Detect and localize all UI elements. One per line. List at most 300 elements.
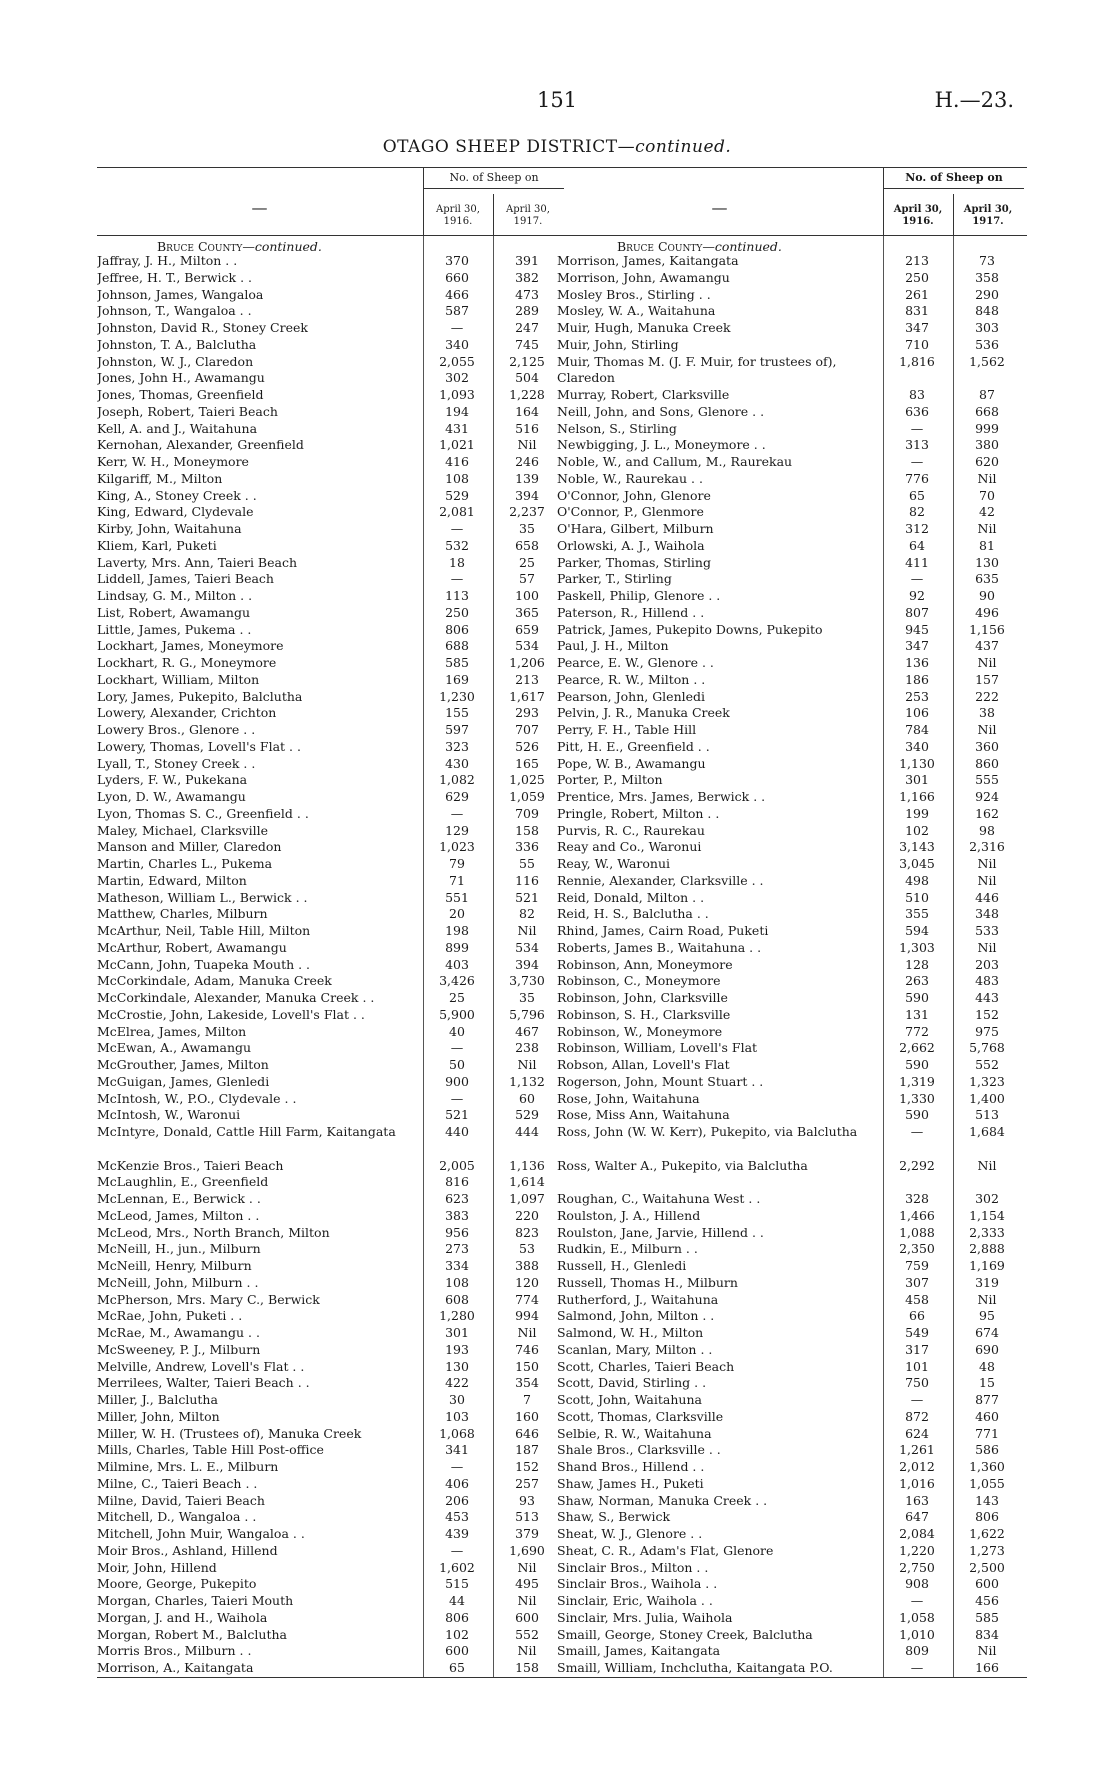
sheep-1917: 143 <box>975 1492 999 1508</box>
sheep-1916: 213 <box>905 253 929 268</box>
sheep-1916: 82 <box>909 504 925 520</box>
sheep-1917: Nil <box>517 923 537 938</box>
sheep-1917: 513 <box>515 1509 539 1525</box>
sheep-1916: 2,084 <box>899 1526 935 1541</box>
sheep-1916: 1,261 <box>899 1442 935 1458</box>
table-row <box>97 488 567 505</box>
table-row <box>97 1459 567 1476</box>
sheep-1916: 92 <box>909 588 925 603</box>
sheep-1917: 5,768 <box>969 1040 1005 1056</box>
sheep-1916: 956 <box>445 1224 469 1240</box>
owner-name: Reid, Donald, Milton . . <box>557 889 705 905</box>
owner-name: Jaffray, J. H., Milton . . <box>97 253 238 268</box>
table-row <box>97 320 567 337</box>
sheep-1917: 536 <box>975 336 999 352</box>
table-row <box>557 437 1027 454</box>
sheep-1916: — <box>910 1124 924 1139</box>
owner-name: Smaill, James, Kaitangata <box>557 1643 721 1659</box>
owner-name: Paterson, R., Hillend . . <box>557 604 705 620</box>
sheep-1917: Nil <box>517 1325 537 1340</box>
sheep-1916: 1,330 <box>899 1090 935 1106</box>
sheep-1916: 129 <box>445 822 469 838</box>
sheep-1916: 549 <box>905 1325 929 1340</box>
sheep-1917: Nil <box>517 437 537 453</box>
table-row <box>557 471 1027 488</box>
sheep-1917: 157 <box>975 671 999 687</box>
column-1916-header: April 30, 1916. <box>436 204 480 227</box>
owner-name: Shand Bros., Hillend . . <box>557 1459 705 1474</box>
sheep-1917: 93 <box>519 1492 535 1508</box>
sheep-1917: 516 <box>515 420 539 436</box>
owner-name: McGuigan, James, Glenledi <box>97 1073 270 1089</box>
sheep-1917: 35 <box>519 521 535 536</box>
sheep-1916: 590 <box>905 990 929 1005</box>
owner-name: O'Connor, John, Glenore <box>557 487 711 503</box>
sheep-1917: 1,323 <box>969 1073 1005 1089</box>
sheep-1916: 710 <box>905 336 929 352</box>
owner-name: Moir Bros., Ashland, Hillend <box>97 1542 278 1558</box>
sheep-1917: Nil <box>977 521 997 536</box>
sheep-1916: — <box>910 571 924 587</box>
table-row <box>557 622 1027 639</box>
sheep-1917: 90 <box>979 588 995 603</box>
owner-name: McSweeney, P. J., Milburn <box>97 1341 261 1357</box>
sheep-1917: 658 <box>515 537 539 553</box>
table-row <box>557 303 1027 320</box>
sheep-1917: 709 <box>515 805 539 821</box>
sheep-1916: 776 <box>905 470 929 486</box>
owner-name: Morgan, Charles, Taieri Mouth <box>97 1593 294 1608</box>
sheep-1916: 807 <box>905 604 929 620</box>
sheep-1916: 784 <box>905 722 929 737</box>
table-row <box>557 571 1027 588</box>
table-row <box>97 1174 567 1191</box>
sheep-1916: 945 <box>905 621 929 637</box>
sheep-1917: 1,136 <box>509 1157 545 1173</box>
sheep-1917: 2,500 <box>969 1559 1005 1575</box>
section-heading-continued: —continued. <box>242 239 322 254</box>
owner-name: McNeill, Henry, Milburn <box>97 1258 252 1273</box>
sheep-1917: Nil <box>977 1291 997 1307</box>
table-row <box>97 421 567 438</box>
owner-name: Morrison, James, Kaitangata <box>557 253 739 268</box>
table-row <box>97 1493 567 1510</box>
table-row <box>97 705 567 722</box>
table-row <box>97 1225 567 1242</box>
sheep-1917: 82 <box>519 906 535 922</box>
left-table-body <box>97 236 567 1678</box>
table-row <box>97 957 567 974</box>
sheep-1916: — <box>910 1660 924 1675</box>
owner-name: McLeod, James, Milton . . <box>97 1207 260 1223</box>
sheep-1916: 498 <box>905 872 929 888</box>
sheep-1916: 102 <box>905 822 929 838</box>
owner-name: Pringle, Robert, Milton . . <box>557 805 720 821</box>
table-row <box>557 873 1027 890</box>
sheep-1917: 437 <box>975 638 999 654</box>
sheep-1917: 238 <box>515 1040 539 1056</box>
sheep-1917: Nil <box>977 722 997 737</box>
table-row <box>557 1375 1027 1392</box>
sheep-1917: 100 <box>515 588 539 603</box>
sheep-1917: 771 <box>975 1425 999 1441</box>
page-number: 151 <box>536 88 578 112</box>
sheep-1917: 25 <box>519 554 535 570</box>
sheep-1916: 108 <box>445 470 469 486</box>
sheep-1917: Nil <box>517 1593 537 1608</box>
table-row <box>97 1024 567 1041</box>
table-row <box>97 789 567 806</box>
sheep-1916: 128 <box>905 956 929 972</box>
table-row <box>557 689 1027 706</box>
sheep-1917: 388 <box>515 1258 539 1273</box>
table-row <box>97 1241 567 1258</box>
sheep-1916: — <box>450 521 464 536</box>
sheep-1917: 534 <box>515 638 539 654</box>
sheep-1916: 510 <box>905 889 929 905</box>
right-table-header <box>557 167 1027 236</box>
table-row <box>557 923 1027 940</box>
owner-name: McIntosh, W., Waronui <box>97 1107 241 1123</box>
section-heading-label: Bruce County <box>157 239 243 254</box>
sheep-1917: 81 <box>979 537 995 553</box>
table-row <box>557 1576 1027 1593</box>
owner-name: Robinson, Ann, Moneymore <box>557 956 733 972</box>
table-row <box>97 1091 567 1108</box>
sheep-1916: 1,319 <box>899 1073 935 1089</box>
district-title <box>0 137 1114 157</box>
owner-name: Scott, Thomas, Clarksville <box>557 1408 724 1424</box>
sheep-1917: 746 <box>515 1341 539 1357</box>
sheep-1916: 529 <box>445 487 469 503</box>
sheep-1917: 165 <box>515 755 539 771</box>
sheep-1916: 186 <box>905 671 929 687</box>
sheep-1916: 1,088 <box>899 1224 935 1240</box>
owner-name: Lowery, Alexander, Crichton <box>97 705 277 721</box>
sheep-1916: 1,093 <box>439 387 475 402</box>
owner-name: McIntyre, Donald, Cattle Hill Farm, Kaitangata <box>97 1124 396 1139</box>
owner-name: Perry, F. H., Table Hill <box>557 722 697 737</box>
sheep-1917: Nil <box>977 939 997 955</box>
sheep-1916: 307 <box>905 1274 929 1290</box>
table-row <box>557 1442 1027 1459</box>
table-row <box>557 270 1027 287</box>
table-row <box>557 387 1027 404</box>
sheep-1916: 809 <box>905 1643 929 1659</box>
owner-name: Parker, Thomas, Stirling <box>557 554 711 570</box>
owner-name: O'Hara, Gilbert, Milburn <box>557 521 714 536</box>
sheep-1916: 1,021 <box>439 437 475 453</box>
owner-name: Morrison, John, Awamangu <box>557 269 730 285</box>
sheep-1917: 586 <box>975 1442 999 1458</box>
table-row <box>97 739 567 756</box>
sheep-1916: 624 <box>905 1425 929 1441</box>
sheep-1916: — <box>910 1593 924 1608</box>
table-row <box>97 856 567 873</box>
table-row <box>97 1057 567 1074</box>
sheep-1917: 1,690 <box>509 1542 545 1558</box>
table-row <box>557 588 1027 605</box>
sheep-1916: 2,750 <box>899 1559 935 1575</box>
sheep-1917: 635 <box>975 571 999 587</box>
owner-name: Smaill, George, Stoney Creek, Balclutha <box>557 1626 813 1642</box>
sheep-1917: 1,614 <box>509 1174 545 1190</box>
sheep-1917: 130 <box>975 554 999 570</box>
sheep-1916: 623 <box>445 1191 469 1206</box>
sheep-1916: 302 <box>445 370 469 386</box>
table-row <box>557 957 1027 974</box>
sheep-1917: 391 <box>515 253 539 268</box>
sheep-1917: 848 <box>975 303 999 319</box>
table-row <box>557 638 1027 655</box>
owner-name: Shaw, S., Berwick <box>557 1509 671 1525</box>
sheep-1917: 646 <box>515 1425 539 1441</box>
sheep-1916: 551 <box>445 889 469 905</box>
owner-name: Kilgariff, M., Milton <box>97 470 223 486</box>
sheep-1916: 328 <box>905 1191 929 1206</box>
owner-name: Lowery Bros., Glenore . . <box>97 722 256 737</box>
sheep-1916: 18 <box>449 554 465 570</box>
table-row <box>97 973 567 990</box>
owner-name: Kernohan, Alexander, Greenfield <box>97 437 304 453</box>
table-row <box>557 1107 1027 1124</box>
table-row <box>557 806 1027 823</box>
owner-name: Selbie, R. W., Waitahuna <box>557 1425 712 1441</box>
sheep-1917: Nil <box>977 1157 997 1173</box>
sheep-1916: 194 <box>445 403 469 419</box>
table-row <box>97 1643 567 1660</box>
owner-name: McCrostie, John, Lakeside, Lovell's Flat . . <box>97 1006 365 1022</box>
name-column-header: — <box>251 198 268 217</box>
table-row <box>557 655 1027 672</box>
sheep-1917: 48 <box>979 1358 995 1374</box>
owner-name: Reid, H. S., Balclutha . . <box>557 906 709 922</box>
owner-name: Johnson, T., Wangaloa . . <box>97 303 252 319</box>
table-row <box>97 1409 567 1426</box>
owner-name: McLeod, Mrs., North Branch, Milton <box>97 1224 330 1240</box>
table-row <box>97 772 567 789</box>
sheep-1916: 1,130 <box>899 755 935 771</box>
sheep-1917: 1,025 <box>509 772 545 788</box>
sheep-1917: 158 <box>515 822 539 838</box>
table-row <box>97 622 567 639</box>
sheep-1916: 1,010 <box>899 1626 935 1642</box>
table-row <box>97 1610 567 1627</box>
owner-name: Ross, Walter A., Pukepito, via Balclutha <box>557 1157 808 1173</box>
sheep-1917: 120 <box>515 1274 539 1290</box>
owner-name: Maley, Michael, Clarksville <box>97 822 269 838</box>
sheep-1917: 394 <box>515 487 539 503</box>
sheep-1917: 600 <box>515 1609 539 1625</box>
table-row <box>557 555 1027 572</box>
table-row <box>97 1660 567 1677</box>
sheep-1917: 860 <box>975 755 999 771</box>
sheep-1917: 533 <box>975 923 999 938</box>
sheep-1916: 453 <box>445 1509 469 1525</box>
sheep-1916: 301 <box>905 772 929 788</box>
sheep-count-group-header: No. of Sheep on <box>884 171 1024 189</box>
sheep-1917: 303 <box>975 320 999 335</box>
sheep-1917: 55 <box>519 856 535 871</box>
sheep-1917: 166 <box>975 1660 999 1675</box>
sheep-1917: 2,237 <box>509 504 545 520</box>
owner-name: Sinclair, Mrs. Julia, Waihola <box>557 1609 733 1625</box>
sheep-1917: 2,333 <box>969 1224 1005 1240</box>
table-row <box>97 1627 567 1644</box>
sheep-1916: 102 <box>445 1626 469 1642</box>
owner-name: Sheat, W. J., Glenore . . <box>557 1526 703 1541</box>
sheep-1917: 496 <box>975 604 999 620</box>
sheep-1916: — <box>910 454 924 469</box>
owner-name: Shale Bros., Clarksville . . <box>557 1442 721 1458</box>
table-row <box>557 287 1027 304</box>
sheep-1916: 312 <box>905 521 929 536</box>
owner-name: Mills, Charles, Table Hill Post-office <box>97 1442 324 1458</box>
page-header <box>0 88 1114 114</box>
sheep-1916: 600 <box>445 1643 469 1659</box>
sheep-1917: 1,055 <box>969 1475 1005 1491</box>
owner-name: Kerr, W. H., Moneymore <box>97 454 249 469</box>
sheep-1917: 774 <box>515 1291 539 1307</box>
sheep-1916: — <box>910 1392 924 1407</box>
table-row <box>97 1392 567 1409</box>
sheep-1916: 2,292 <box>899 1157 935 1173</box>
sheep-1916: 3,426 <box>439 973 475 989</box>
owner-name: Shaw, James H., Puketi <box>557 1475 704 1491</box>
table-row <box>97 1342 567 1359</box>
sheep-1916: 597 <box>445 722 469 737</box>
sheep-1917: 834 <box>975 1626 999 1642</box>
sheep-1916: 1,058 <box>899 1609 935 1625</box>
table-row <box>557 1308 1027 1325</box>
sheep-1916: 660 <box>445 269 469 285</box>
sheep-1916: — <box>910 420 924 436</box>
owner-name: Rhind, James, Cairn Road, Puketi <box>557 923 769 938</box>
sheep-1916: 1,602 <box>439 1559 475 1575</box>
table-row <box>557 488 1027 505</box>
sheep-1916: 647 <box>905 1509 929 1525</box>
sheep-1917: 365 <box>515 604 539 620</box>
sheep-1917: 504 <box>515 370 539 386</box>
sheep-1916: 806 <box>445 1609 469 1625</box>
owner-name: Newbigging, J. L., Moneymore . . <box>557 437 766 453</box>
sheep-1917: 924 <box>975 789 999 804</box>
table-row <box>97 471 567 488</box>
sheep-1917: 806 <box>975 1509 999 1525</box>
owner-name: Orlowski, A. J., Waihola <box>557 537 705 553</box>
owner-name: Manson and Miller, Claredon <box>97 839 282 855</box>
sheep-1916: 340 <box>445 336 469 352</box>
table-row <box>557 1225 1027 1242</box>
table-row <box>557 1258 1027 1275</box>
table-row <box>97 354 567 371</box>
sheep-1916: 317 <box>905 1341 929 1357</box>
table-row <box>97 1107 567 1124</box>
table-row <box>557 890 1027 907</box>
sheep-1917: 257 <box>515 1475 539 1491</box>
sheep-1916: 590 <box>905 1107 929 1123</box>
table-row <box>557 990 1027 1007</box>
sheep-1917: 213 <box>515 671 539 687</box>
table-row <box>97 1208 567 1225</box>
sheep-1917: 98 <box>979 822 995 838</box>
table-row <box>97 521 567 538</box>
owner-name: Mitchell, John Muir, Wangaloa . . <box>97 1526 305 1541</box>
sheep-1917: 1,273 <box>969 1542 1005 1558</box>
table-row <box>97 823 567 840</box>
owner-name: Matthew, Charles, Milburn <box>97 906 268 922</box>
table-row <box>557 756 1027 773</box>
sheep-1916: 130 <box>445 1358 469 1374</box>
owner-name: Sinclair Bros., Waihola . . <box>557 1576 718 1592</box>
owner-name: Parker, T., Stirling <box>557 571 672 587</box>
table-row <box>97 454 567 471</box>
owner-name: Moore, George, Pukepito <box>97 1576 257 1592</box>
table-row <box>557 521 1027 538</box>
owner-name: Johnston, David R., Stoney Creek <box>97 320 308 335</box>
table-row <box>97 1442 567 1459</box>
sheep-1917: 70 <box>979 487 995 503</box>
owner-name: Muir, Thomas M. (J. F. Muir, for trustees of), Claredon <box>557 353 837 386</box>
sheep-1917: Nil <box>977 470 997 486</box>
owner-name: McElrea, James, Milton <box>97 1023 247 1039</box>
sheep-1916: 250 <box>905 269 929 285</box>
sheep-1916: 340 <box>905 738 929 754</box>
sheep-1916: 103 <box>445 1408 469 1424</box>
sheep-1917: 152 <box>975 1006 999 1022</box>
table-row <box>97 722 567 739</box>
owner-name: Pearce, E. W., Glenore . . <box>557 655 714 670</box>
owner-name: Nelson, S., Stirling <box>557 420 677 436</box>
owner-name: Roughan, C., Waitahuna West . . <box>557 1191 761 1206</box>
table-row <box>557 1509 1027 1526</box>
owner-name: Rose, John, Waitahuna <box>557 1090 700 1106</box>
owner-name: King, A., Stoney Creek . . <box>97 487 257 503</box>
table-row <box>97 387 567 404</box>
sheep-1917: 2,888 <box>969 1241 1005 1257</box>
sheep-1916: 772 <box>905 1023 929 1039</box>
owner-name: Russell, Thomas H., Milburn <box>557 1274 738 1290</box>
owner-name: Kirby, John, Waitahuna <box>97 521 242 536</box>
table-row <box>557 1426 1027 1443</box>
table-row <box>557 337 1027 354</box>
owner-name: Rose, Miss Ann, Waitahuna <box>557 1107 730 1123</box>
sheep-1916: 323 <box>445 738 469 754</box>
sheep-1916: 908 <box>905 1576 929 1592</box>
sheep-1916: 155 <box>445 705 469 721</box>
table-row <box>97 303 567 320</box>
owner-name: Jones, Thomas, Greenfield <box>97 387 264 402</box>
sheep-1916: 406 <box>445 1475 469 1491</box>
sheep-1916: 1,230 <box>439 688 475 704</box>
owner-name: Pope, W. B., Awamangu <box>557 755 706 771</box>
sheep-1917: 473 <box>515 286 539 302</box>
sheep-1917: 456 <box>975 1593 999 1608</box>
sheep-1916: 253 <box>905 688 929 704</box>
owner-name: Kliem, Karl, Puketi <box>97 537 217 553</box>
table-row <box>97 538 567 555</box>
sheep-1917: 1,228 <box>509 387 545 402</box>
owner-name: Morgan, Robert M., Balclutha <box>97 1626 287 1642</box>
table-row <box>97 1593 567 1610</box>
sheep-1916: 872 <box>905 1408 929 1424</box>
sheep-1916: 169 <box>445 671 469 687</box>
owner-name: O'Connor, P., Glenmore <box>557 504 704 520</box>
owner-name: Roulston, J. A., Hillend <box>557 1207 701 1223</box>
table-row <box>557 940 1027 957</box>
section-heading-label: Bruce County <box>617 239 703 254</box>
sheep-1917: 116 <box>515 872 539 888</box>
